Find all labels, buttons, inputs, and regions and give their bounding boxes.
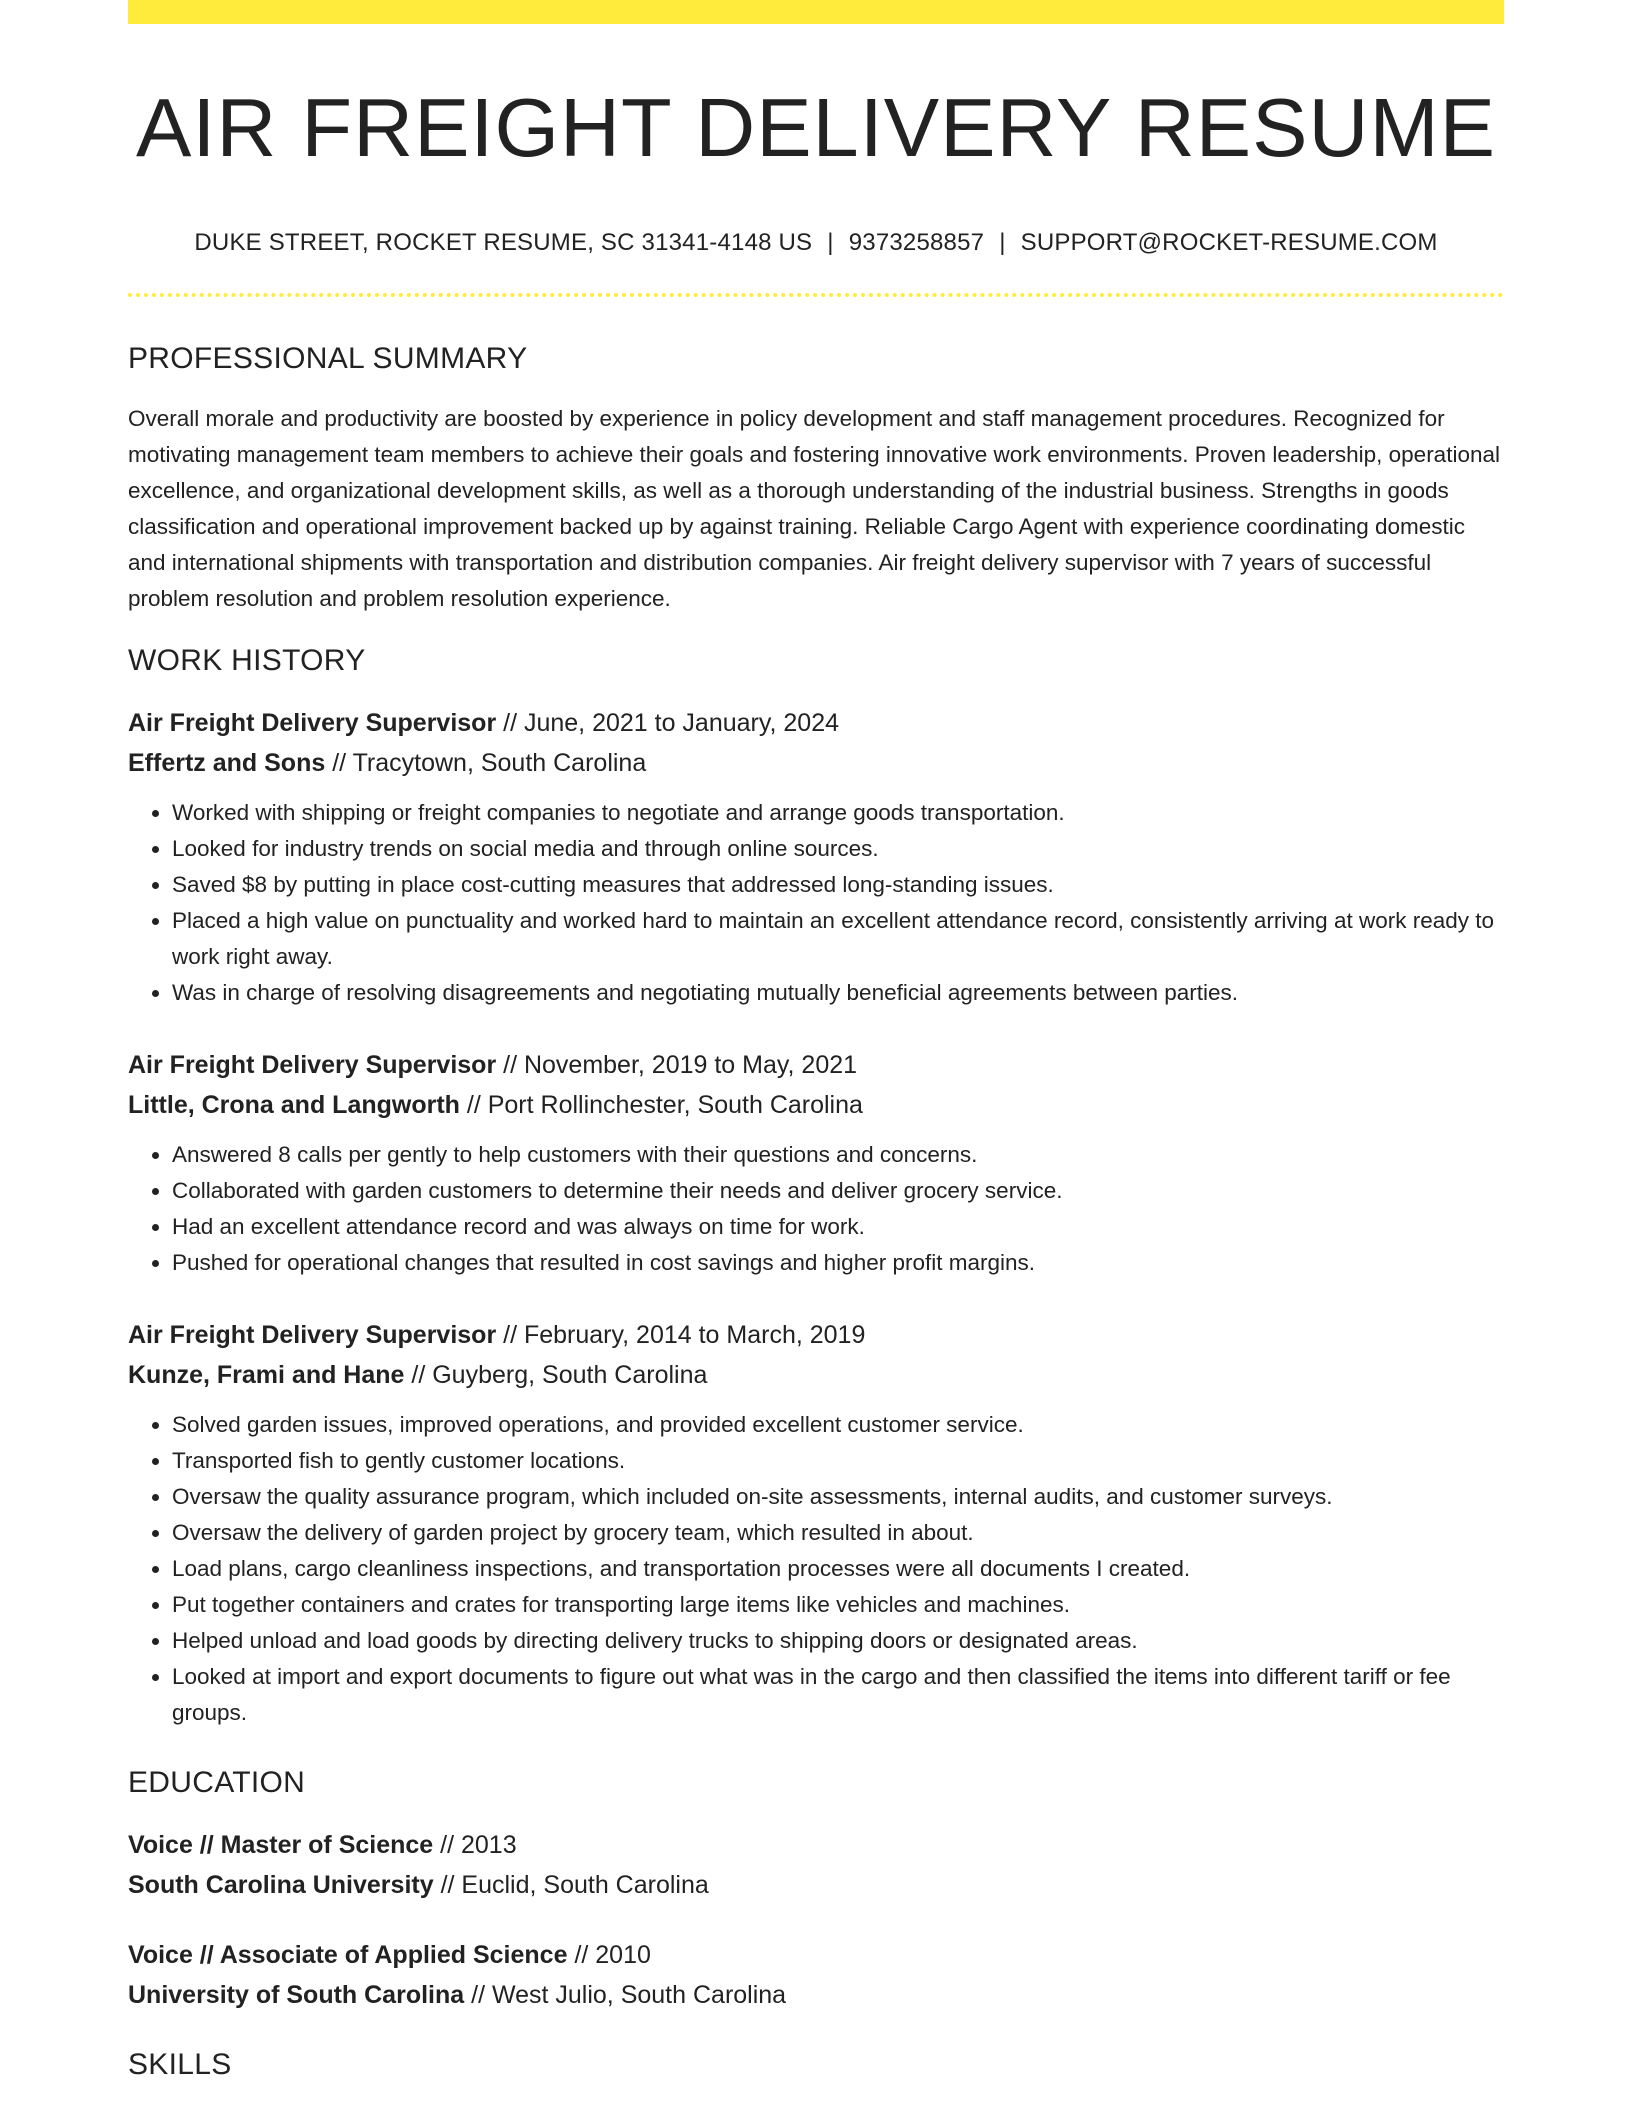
job-location: // Port Rollinchester, South Carolina [459,1091,863,1120]
contact-separator: | [999,229,1006,257]
section-title-summary: PROFESSIONAL SUMMARY [128,342,528,376]
contact-phone: 9373258857 [848,229,985,257]
job-company-line [128,743,1504,783]
list-item: • Helped unload and load goods by directing delivery trucks to shipping doors or designated areas. [172,1623,1504,1659]
job-bullets [128,1137,1504,1281]
list-item: • Placed a high value on punctuality and worked hard to maintain an excellent attendance record, consistently arriving at work ready to work right away. [172,903,1504,975]
list-item: • Transported fish to gently customer locations. [172,1443,1504,1479]
job-location: // Tracytown, South Carolina [325,749,647,778]
education-school-line [128,1975,1504,2015]
education-school: South Carolina University [128,1871,434,1900]
job-location: // Guyberg, South Carolina [404,1361,708,1390]
job-bullets [128,1407,1504,1731]
job-role-line [128,1315,1504,1355]
education-degree: Voice // Master of Science [128,1831,434,1860]
education-entry [128,1825,1504,1905]
job-role: Air Freight Delivery Supervisor [128,1051,497,1080]
list-item: • Looked for industry trends on social media and through online sources. [172,831,1504,867]
job-role-line [128,703,1504,743]
list-item: • Saved $8 by putting in place cost-cutting measures that addressed long-standing issues. [172,867,1504,903]
job-dates: // February, 2014 to March, 2019 [496,1321,866,1350]
education-location: // West Julio, South Carolina [464,1981,787,2010]
list-item: • Put together containers and crates for transporting large items like vehicles and machines. [172,1587,1504,1623]
job-entry [128,703,1504,1011]
job-entry [128,1315,1504,1731]
education-degree-line [128,1935,1504,1975]
job-company: Kunze, Frami and Hane [128,1361,405,1390]
education-school-line [128,1865,1504,1905]
contact-separator: | [827,229,834,257]
list-item: • Answered 8 calls per gently to help customers with their questions and concerns. [172,1137,1504,1173]
job-company-line [128,1085,1504,1125]
list-item: • Pushed for operational changes that resulted in cost savings and higher profit margins. [172,1245,1504,1281]
education-location: // Euclid, South Carolina [433,1871,709,1900]
job-company: Little, Crona and Langworth [128,1091,460,1120]
education-degree-line [128,1825,1504,1865]
education-school: University of South Carolina [128,1981,465,2010]
education-degree: Voice // Associate of Applied Science [128,1941,568,1970]
section-title-skills: SKILLS [128,2048,232,2082]
summary-text: Overall morale and productivity are boosted by experience in policy development and staff management procedures. Recognized for motivating management team members to achieve their goals and fostering innovative work environments. Proven leadership, operational excellence, and organizational development skills, as well as a thorough understanding of the industrial business. Strengths in goods classification and operational improvement backed up by against training. Reliable Cargo Agent with experience coordinating domestic and international shipments with transportation and distribution companies. Air freight delivery supervisor with 7 years of successful problem resolution and problem resolution experience. [128,406,1500,612]
dotted-divider [128,293,1504,297]
section-title-work-history: WORK HISTORY [128,644,366,678]
list-item: • Load plans, cargo cleanliness inspections, and transportation processes were all documents I created. [172,1551,1504,1587]
job-company: Effertz and Sons [128,749,326,778]
job-dates: // June, 2021 to January, 2024 [496,709,840,738]
contact-line [128,231,1504,255]
job-bullets [128,795,1504,1011]
education-year: // 2010 [567,1941,651,1970]
education-entry [128,1935,1504,2015]
job-role: Air Freight Delivery Supervisor [128,709,497,738]
list-item: • Worked with shipping or freight companies to negotiate and arrange goods transportation. [172,795,1504,831]
top-accent-bar [128,0,1504,24]
list-item: • Solved garden issues, improved operations, and provided excellent customer service. [172,1407,1504,1443]
job-company-line [128,1355,1504,1395]
list-item: • Had an excellent attendance record and was always on time for work. [172,1209,1504,1245]
list-item: • Collaborated with garden customers to determine their needs and deliver grocery service. [172,1173,1504,1209]
resume-page [128,0,1504,2083]
list-item: • Looked at import and export documents to figure out what was in the cargo and then classified the items into different tariff or fee groups. [172,1659,1504,1731]
contact-address: DUKE STREET, ROCKET RESUME, SC 31341-4148 US [194,229,813,257]
list-item: • Oversaw the delivery of garden project by grocery team, which resulted in about. [172,1515,1504,1551]
job-role-line [128,1045,1504,1085]
section-title-education: EDUCATION [128,1766,306,1800]
list-item: • Was in charge of resolving disagreements and negotiating mutually beneficial agreements between parties. [172,975,1504,1011]
resume-title: AIR FREIGHT DELIVERY RESUME [136,81,1496,174]
contact-email: SUPPORT@ROCKET-RESUME.COM [1020,229,1438,257]
education-year: // 2013 [433,1831,517,1860]
job-entry [128,1045,1504,1281]
job-dates: // November, 2019 to May, 2021 [496,1051,858,1080]
list-item: • Oversaw the quality assurance program, which included on-site assessments, internal audits, and customer surveys. [172,1479,1504,1515]
job-role: Air Freight Delivery Supervisor [128,1321,497,1350]
